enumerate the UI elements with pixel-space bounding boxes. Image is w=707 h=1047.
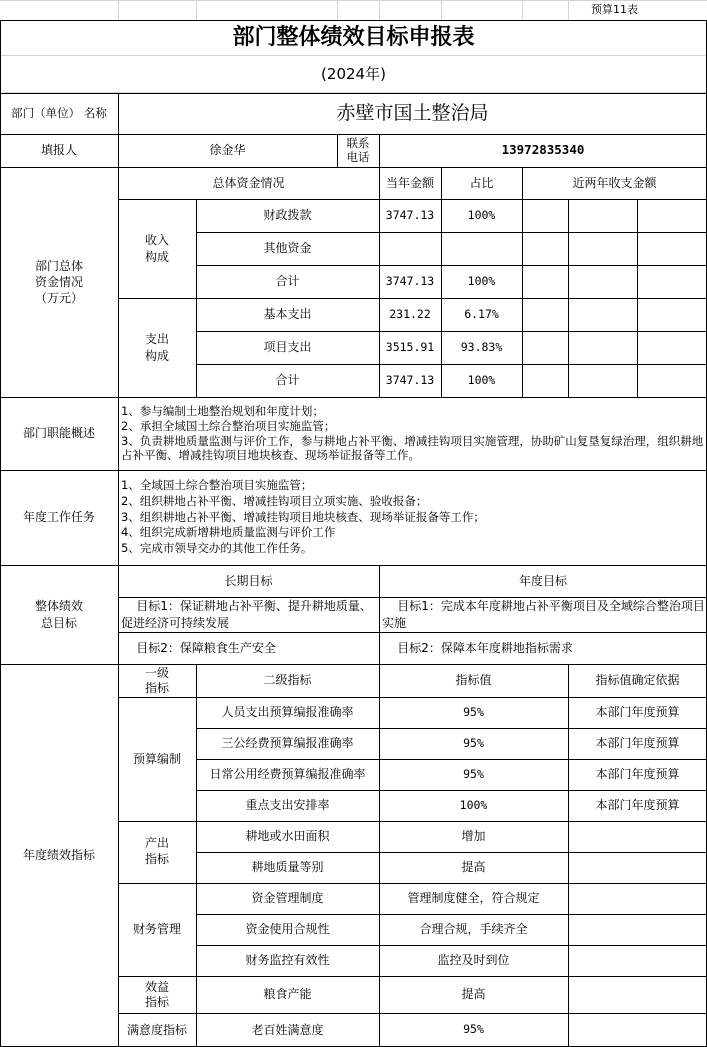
indicator-name: 耕地或水田面积 — [245, 829, 330, 844]
year-goal-1: 目标1：完成本年度耕地占补平衡项目及全域综合整治项目实施 — [382, 599, 705, 630]
indicator-name: 耕地质量等别 — [251, 860, 324, 875]
income-pct: 100% — [467, 273, 496, 288]
indicator-name: 日常公用经费预算编报准确率 — [209, 767, 366, 782]
indicator-basis: 本部门年度预算 — [595, 798, 680, 813]
indicator-name: 老百姓满意度 — [251, 1022, 324, 1037]
indicator-basis — [568, 945, 707, 976]
filler-name: 徐金华 — [209, 143, 246, 158]
long-goal-2: 目标2：保障粮食生产安全 — [121, 640, 276, 655]
income-name: 财政拨款 — [263, 208, 312, 223]
indicator-basis — [568, 883, 707, 914]
indicator-value: 95% — [463, 766, 484, 781]
year-goal-header: 年度目标 — [518, 573, 567, 588]
indicator-value: 管理制度健全，符合规定 — [407, 891, 540, 906]
indicator-name: 三公经费预算编报准确率 — [221, 736, 354, 751]
indicator-name: 粮食产能 — [263, 987, 312, 1002]
expense-amount: 3747.13 — [385, 372, 435, 387]
indicator-value: 100% — [459, 797, 488, 812]
expense-label: 支出 构成 — [144, 332, 169, 363]
indicator-value: 95% — [463, 704, 484, 719]
report-year: (2024年) — [321, 64, 386, 83]
long-goal-1: 目标1：保证耕地占补平衡、提升耕地质量、促进经济可持续发展 — [121, 599, 372, 630]
contact-label: 联系 电话 — [346, 136, 370, 164]
finance-label: 财务管理 — [132, 922, 181, 937]
expense-name: 项目支出 — [263, 340, 312, 355]
indicator-basis — [568, 976, 707, 1013]
satisfaction-label: 满意度指标 — [126, 1022, 187, 1037]
income-name: 其他资金 — [263, 241, 312, 256]
income-name: 合计 — [275, 274, 300, 289]
funds-header-pct: 占比 — [469, 175, 494, 190]
indicator-value: 增加 — [461, 829, 486, 844]
dept-name-value: 赤壁市国土整治局 — [336, 101, 489, 124]
income-amount — [379, 232, 441, 265]
output-label: 产出 指标 — [144, 836, 169, 866]
indicator-basis: 本部门年度预算 — [595, 767, 680, 782]
contact-phone: 13972835340 — [501, 142, 585, 158]
income-amount: 3747.13 — [385, 207, 435, 222]
indicator-value: 合理合规，手续齐全 — [419, 922, 528, 937]
indicator-name: 人员支出预算编报准确率 — [221, 705, 354, 720]
dept-name-label: 部门（单位） 名称 — [11, 105, 107, 120]
indicator-header-level2: 二级指标 — [263, 673, 312, 688]
budget-label: 预算编制 — [132, 751, 181, 766]
expense-pct: 100% — [467, 372, 496, 387]
duties-text: 1、参与编制土地整治规划和年度计划； 2、承担全域国土综合整治项目实施监管； 3、负责耕地质量监测与评价工作，参与耕地占补平衡、增减挂钩项目实施管理，协助矿山复垦复绿治理，组织耕地占补平衡、增减挂钩项目地块核查、现场举证报备等工作。 — [121, 403, 704, 463]
benefit-label: 效益 指标 — [144, 980, 169, 1009]
indicator-value: 提高 — [461, 987, 486, 1002]
year-goal-2: 目标2：保障本年度耕地指标需求 — [382, 640, 573, 655]
indicator-header-level1: 一级 指标 — [144, 666, 169, 695]
income-pct: 100% — [467, 207, 496, 222]
indicator-basis — [568, 852, 707, 883]
indicator-name: 财务监控有效性 — [245, 953, 330, 968]
income-label: 收入 构成 — [144, 233, 169, 264]
indicator-header-basis: 指标值确定依据 — [595, 673, 680, 688]
indicator-value: 95% — [463, 735, 484, 750]
indicator-basis — [568, 821, 707, 852]
indicator-value: 监控及时到位 — [437, 953, 510, 968]
funds-header-recent: 近两年收支金额 — [572, 175, 657, 190]
indicator-name: 资金使用合规性 — [245, 922, 330, 937]
indicator-value: 95% — [463, 1022, 484, 1037]
table-code: 预算11表 — [591, 3, 638, 17]
long-goal-header: 长期目标 — [224, 573, 273, 588]
expense-name: 基本支出 — [263, 307, 312, 322]
expense-pct: 6.17% — [464, 306, 499, 321]
indicator-name: 资金管理制度 — [251, 891, 324, 906]
indicator-basis — [568, 1013, 707, 1047]
filler-label: 填报人 — [40, 143, 77, 158]
expense-amount: 231.22 — [389, 306, 431, 321]
funds-header-overall: 总体资金情况 — [212, 175, 285, 190]
indicator-header-value: 指标值 — [455, 673, 492, 688]
indicators-label: 年度绩效指标 — [22, 848, 95, 863]
income-pct — [441, 232, 522, 265]
funds-header-amount: 当年金额 — [385, 175, 434, 190]
page-title: 部门整体绩效目标申报表 — [232, 23, 475, 50]
expense-name: 合计 — [275, 373, 300, 388]
goals-label: 整体绩效 总目标 — [34, 599, 83, 630]
duties-label: 部门职能概述 — [22, 426, 95, 441]
expense-amount: 3515.91 — [385, 339, 435, 354]
tasks-text: 1、全域国土综合整治项目实施监管； 2、组织耕地占补平衡、增减挂钩项目立项实施、验收报备； 3、组织耕地占补平衡、增减挂钩项目地块核查、现场举证报备等工作； 4、组织完成新增耕地质量监测与评价工作 5、完成市领导交办的其他工作任务。 — [121, 477, 485, 556]
income-amount: 3747.13 — [385, 273, 435, 288]
expense-pct: 93.83% — [460, 339, 503, 354]
indicator-basis: 本部门年度预算 — [595, 736, 680, 751]
indicator-name: 重点支出安排率 — [245, 798, 330, 813]
tasks-label: 年度工作任务 — [22, 510, 95, 525]
indicator-basis — [568, 914, 707, 945]
funds-section-label: 部门总体 资金情况 （万元） — [34, 258, 83, 306]
indicator-basis: 本部门年度预算 — [595, 705, 680, 720]
indicator-value: 提高 — [461, 860, 486, 875]
